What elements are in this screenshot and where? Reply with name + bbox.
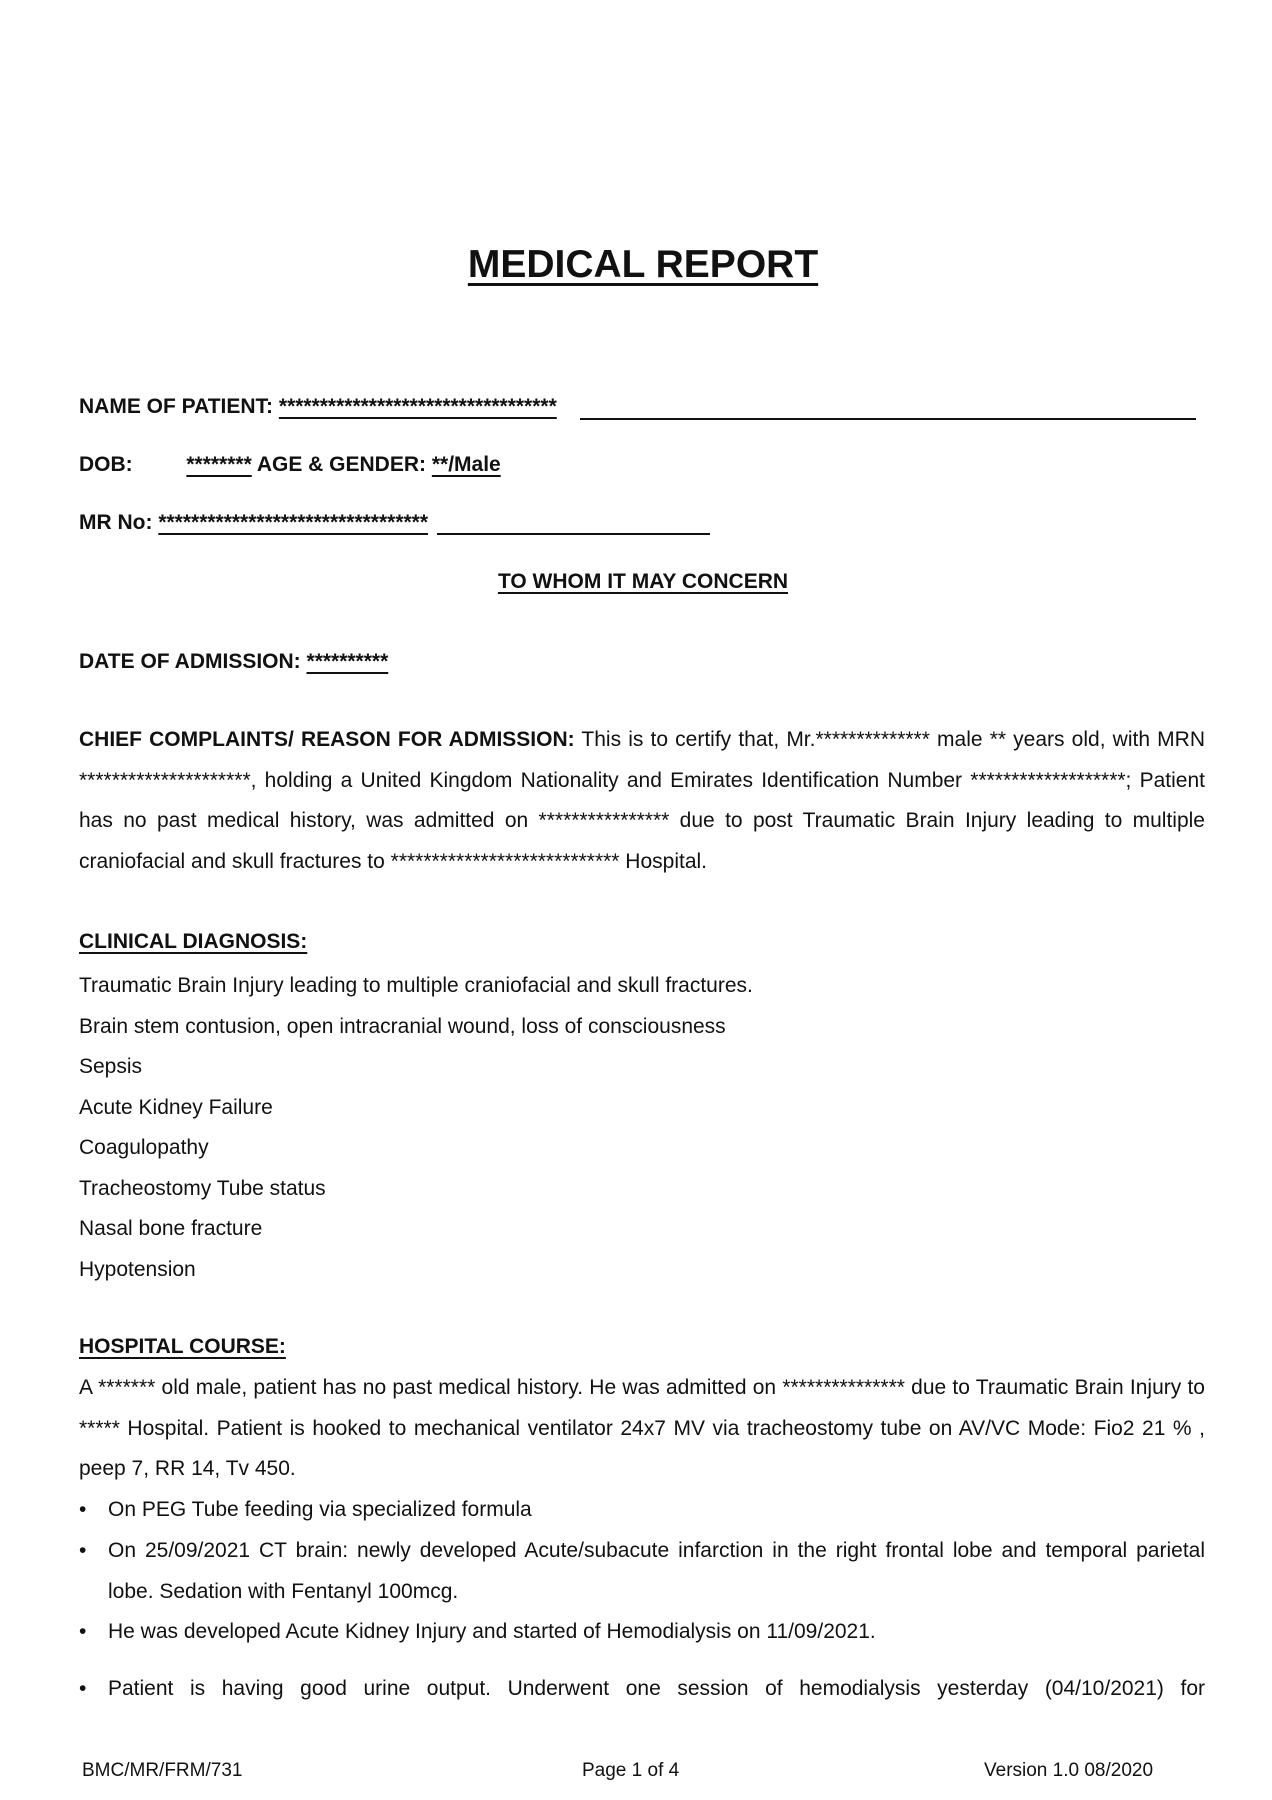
hospital-course-heading: HOSPITAL COURSE: [79, 1335, 286, 1358]
dob-row [79, 450, 501, 480]
diagnosis-item: Acute Kidney Failure [79, 1095, 273, 1119]
diagnosis-item: Nasal bone fracture [79, 1217, 263, 1240]
clinical-diagnosis-heading: CLINICAL DIAGNOSIS: [79, 930, 308, 953]
bullet-icon: • [79, 1677, 87, 1700]
chief-complaints-label: CHIEF COMPLAINTS/ REASON FOR ADMISSION: [79, 728, 575, 751]
diagnosis-item: Traumatic Brain Injury leading to multiple craniofacial and skull fractures. [79, 974, 753, 997]
report-title: MEDICAL REPORT [467, 243, 819, 286]
admission-label: DATE OF ADMISSION: [79, 650, 301, 673]
footer-page-number: Page 1 of 4 [582, 1760, 680, 1781]
bullet-icon: • [79, 1498, 87, 1521]
admission-value: ********** [306, 650, 389, 673]
chief-complaints-paragraph [79, 720, 1205, 882]
patient-name-row [79, 392, 557, 422]
age-gender-label: AGE & GENDER: [256, 453, 426, 476]
patient-name-value: ********************************** [278, 395, 557, 418]
bullet-icon: • [79, 1620, 87, 1643]
patient-name-blank-line [580, 418, 1196, 420]
mr-number-row [79, 508, 428, 538]
hospital-course-paragraph: A ******* old male, patient has no past medical history. He was admitted on *************** due to Traumatic Brain Injury to ***** Hospital. Patient is hooked to mechanical ventilator 24x7 MV via tracheostomy tube on AV/VC Mode: Fio2 21 % , peep 7, RR 14, Tv 450. [79, 1376, 1205, 1480]
diagnosis-item: Coagulopathy [79, 1136, 209, 1159]
mr-number-blank-line [437, 533, 710, 535]
diagnosis-item: Hypotension [79, 1257, 196, 1281]
chief-complaints-text: This is to certify that, Mr.************** male ** years old, with MRN *********************, holding a United Kingdom Nationality and Emirates Identification Number *******************; Patient has no past medical history, was admitted on **************** due to post Traumatic Brain Injury leading to multiple craniofacial and skull fractures to **************************** Hospital. [79, 728, 1205, 873]
hospital-course-bullet: • On 25/09/2021 CT brain: newly developed Acute/subacute infarction in the right frontal lobe and temporal parietal lobe. Sedation with Fentanyl 100mcg. [79, 1531, 1205, 1612]
mr-number-label: MR No: [79, 511, 153, 534]
diagnosis-item: Tracheostomy Tube status [79, 1176, 326, 1200]
age-gender-value: **/Male [431, 453, 501, 476]
patient-name-label: NAME OF PATIENT: [79, 395, 274, 418]
diagnosis-item: Sepsis [79, 1055, 143, 1078]
dob-label: DOB: [79, 453, 133, 476]
diagnosis-item: Brain stem contusion, open intracranial wound, loss of consciousness [79, 1014, 726, 1038]
hospital-course-bullet: • On PEG Tube feeding via specialized formula [79, 1490, 1205, 1531]
hospital-course-bullet: • He was developed Acute Kidney Injury and started of Hemodialysis on 11/09/2021. [79, 1612, 1205, 1653]
clinical-diagnosis-list [79, 966, 753, 1290]
footer-form-code: BMC/MR/FRM/731 [82, 1760, 243, 1781]
hospital-course-bullet: • Patient is having good urine output. Underwent one session of hemodialysis yesterday (04/10/2021) for [79, 1669, 1205, 1710]
footer-version: Version 1.0 08/2020 [984, 1760, 1154, 1781]
mr-number-value: ********************************* [158, 511, 429, 534]
dob-value: ******** [186, 453, 252, 476]
bullet-icon: • [79, 1539, 87, 1562]
admission-row [79, 647, 388, 677]
to-whom-it-may-concern: TO WHOM IT MAY CONCERN [497, 570, 789, 593]
